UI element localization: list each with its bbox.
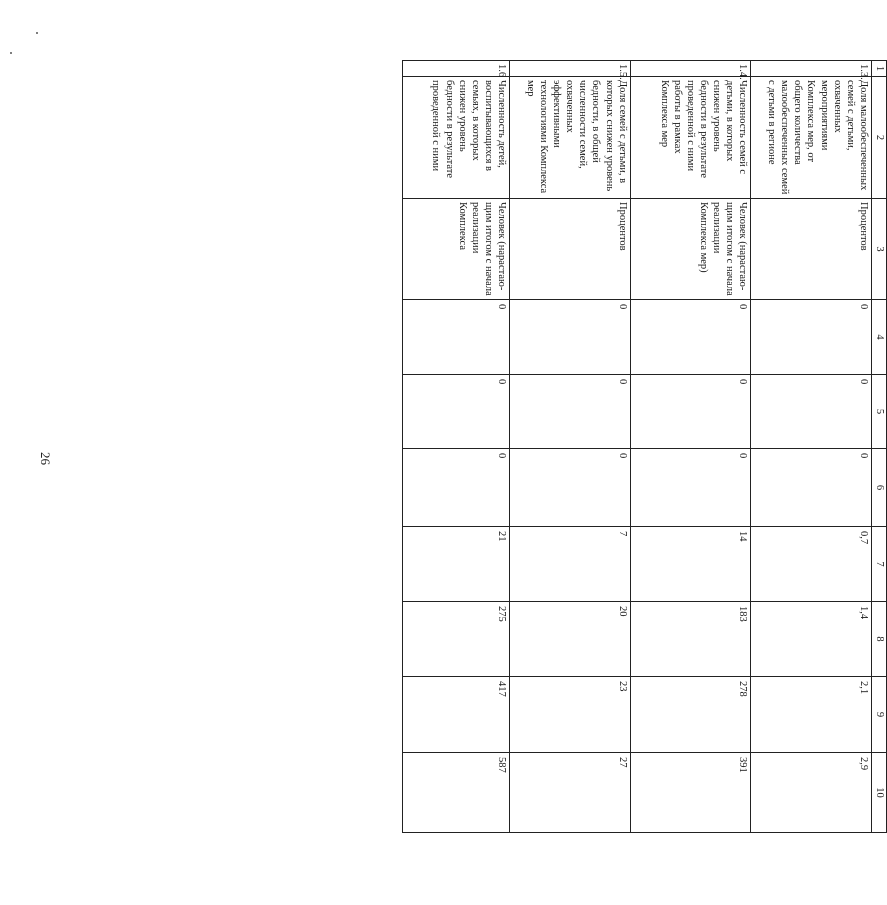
indicator-name: Доля малообеспеченных семей с детьми, охваченных мероприятиями Комплекса мер, от общего количества малообеспеченных семей с детьми в регионе [751,77,872,199]
value-cell: 2,1 [751,677,872,753]
value-cell: 183 [630,602,751,677]
value-cell: 27 [510,753,631,833]
value-cell: 7 [510,527,631,602]
table-row [630,61,751,833]
rotated-table-container [115,60,887,798]
value-cell: 0 [403,375,510,449]
column-header: 6 [872,449,887,527]
header-row [872,61,887,833]
scan-speck [36,32,38,34]
value-cell: 0 [510,449,631,527]
value-cell: 0 [403,300,510,375]
value-cell: 0 [630,375,751,449]
unit: Процентов [510,199,631,300]
column-header: 4 [872,300,887,375]
row-number: 1.6 [403,61,510,77]
value-cell: 417 [403,677,510,753]
column-header: 5 [872,375,887,449]
value-cell: 275 [403,602,510,677]
column-header: 7 [872,527,887,602]
value-cell: 0 [630,449,751,527]
unit: Процентов [751,199,872,300]
value-cell: 14 [630,527,751,602]
value-cell: 0 [510,300,631,375]
value-cell: 391 [630,753,751,833]
value-cell: 0 [403,449,510,527]
value-cell: 0 [630,300,751,375]
unit: Человек (нарастаю-щим итогом с начала реализации Комплекса [403,199,510,300]
column-header: 8 [872,602,887,677]
value-cell: 23 [510,677,631,753]
table-row [751,61,872,833]
column-header: 1 [872,61,887,77]
value-cell: 587 [403,753,510,833]
value-cell: 0 [510,375,631,449]
column-header: 9 [872,677,887,753]
row-number: 1.5. [510,61,631,77]
scan-speck [10,52,12,54]
row-number: 1.3. [751,61,872,77]
value-cell: 2,9 [751,753,872,833]
column-header: 10 [872,753,887,833]
column-header: 2 [872,77,887,199]
value-cell: 0 [751,449,872,527]
indicator-name: Численность детей, воспитывающихся в семьях, в которых снижен уровень бедности в результате проведенной с ними [403,77,510,199]
value-cell: 21 [403,527,510,602]
indicators-table [402,60,887,833]
value-cell: 20 [510,602,631,677]
page-number: 26 [38,452,53,465]
row-number: 1.4. [630,61,751,77]
value-cell: 0 [751,300,872,375]
value-cell: 1,4 [751,602,872,677]
indicator-name: Численность семей с детьми, в которых снижен уровень бедности в результате проведенной с ними работы в рамках Комплекса мер [630,77,751,199]
table-row [403,61,510,833]
table-row [510,61,631,833]
indicator-name: Доля семей с детьми, в которых снижен уровень бедности, в общей численности семей, охваченных эффективными технологиями Комплекса мер [510,77,631,199]
value-cell: 0 [751,375,872,449]
column-header: 3 [872,199,887,300]
unit: Человек (нарастаю-щим итогом с начала реализации Комплекса мер) [630,199,751,300]
value-cell: 0,7 [751,527,872,602]
value-cell: 278 [630,677,751,753]
